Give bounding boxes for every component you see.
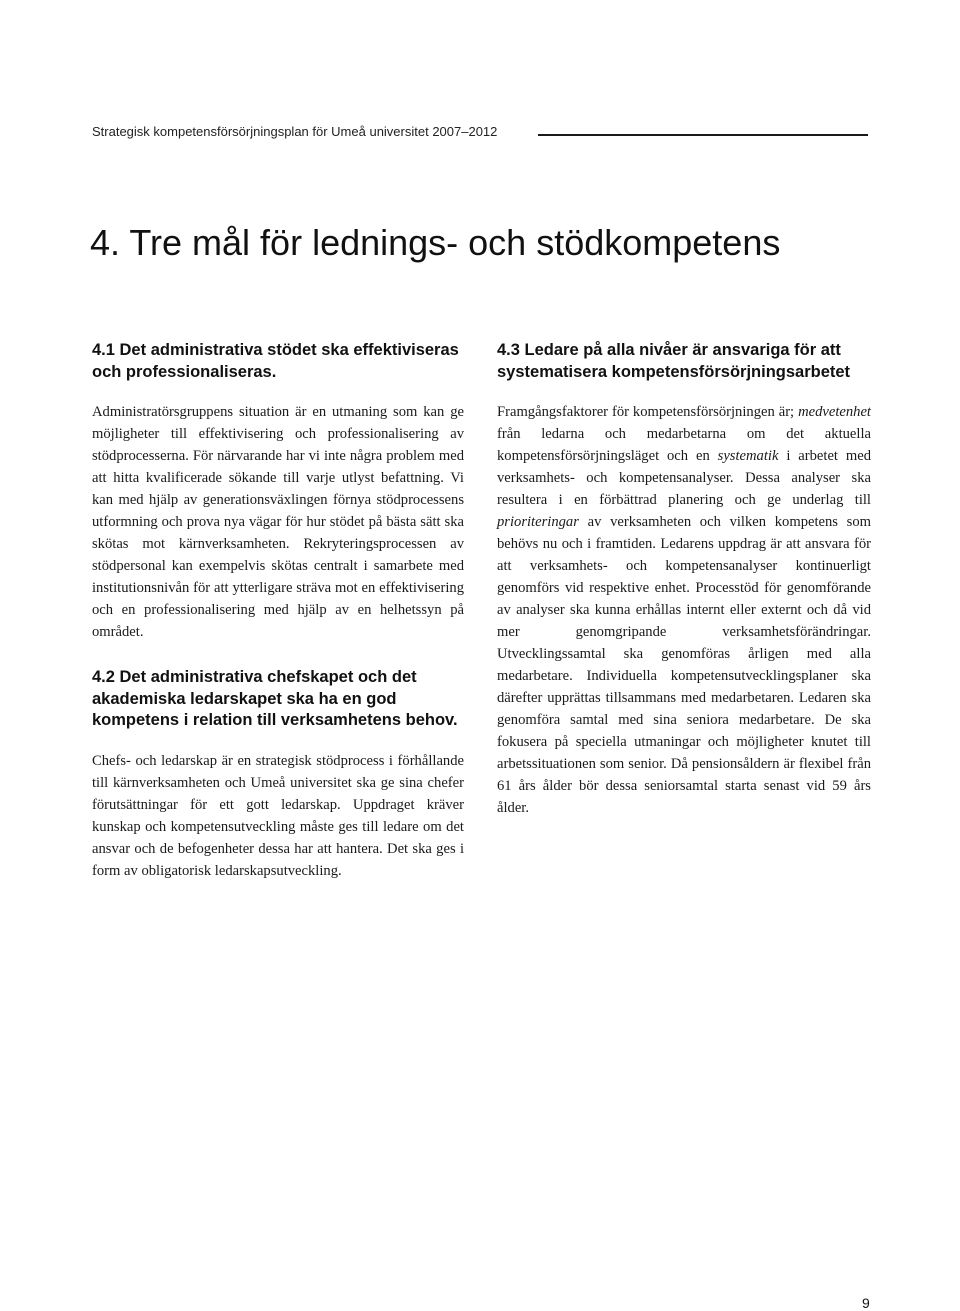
left-column xyxy=(92,340,464,882)
body-text: Framgångsfaktorer för kompetensförsörjningen är; xyxy=(497,404,799,420)
emphasis-medvetenhet: medvetenhet xyxy=(798,404,871,420)
section-4-2-heading: 4.2 Det administrativa chefskapet och det akademiska ledarskapet ska ha en god kompetens i relation till verksamhetens behov. xyxy=(92,668,458,729)
section-4-1-heading: 4.1 Det administrativa stödet ska effektiviseras och professionaliseras. xyxy=(92,341,459,381)
section-4-1-body: Administratörsgruppens situation är en utmaning som kan ge möjligheter till effektivisering och professionalisering av stödprocesserna. För närvarande har vi inte några problem med att hitta kvalificerade sökande till varje utlyst befattning. Vi kan med hjälp av generationsväxlingen förnya stödprocessens utformning och prova nya vägar för hur stödet på bästa sätt ska skötas mot kärnverksamheten. Rekryteringsprocessen av stödpersonal kan exempelvis skötas centralt i samarbete med institutionsnivån för att ytterligare sträva mot en effektivisering och en professionalisering med hjälp av en helhetssyn på området. xyxy=(92,404,464,640)
right-column xyxy=(497,340,871,819)
emphasis-prioriteringar: prioriteringar xyxy=(497,514,579,530)
body-text: i arbetet med verksamhets- och kompetensanalyser. Dessa analyser ska resultera i en förbättrad planering och ge underlag till xyxy=(497,448,871,508)
section-4-2-body: Chefs- och ledarskap är en strategisk stödprocess i förhållande till kärnverksamheten och Umeå universitet ska ge sina chefer förutsättningar för ett gott ledarskap. Uppdraget kräver kunskap och kompetensutveckling måste ges till ledare om det ansvar och de befogenheter dessa har att hantera. Det ska ges i form av obligatorisk ledarskapsutveckling. xyxy=(92,752,464,879)
section-4-3-heading: 4.3 Ledare på alla nivåer är ansvariga för att systematisera kompetensförsörjningsarbetet xyxy=(497,341,851,381)
body-text: från ledarna och medarbetarna om det aktuella kompetensförsörjningsläget och en xyxy=(497,426,871,464)
running-header: Strategisk kompetensförsörjningsplan för Umeå universitet 2007–2012 xyxy=(92,124,498,139)
header-rule xyxy=(538,134,868,136)
page-number: 9 xyxy=(862,1295,870,1311)
chapter-title: 4. Tre mål för lednings- och stödkompetens xyxy=(90,222,781,263)
body-text: av verksamheten och vilken kompetens som behövs nu och i framtiden. Ledarens uppdrag är att ansvara för att verksamhets- och kompetensanalyser kontinuerligt genomförs vid respektive enhet. Processtöd för genomförande av analyser ska kunna erhållas internt eller externt och då vid mer genomgripande verksamhetsförändringar. Utvecklingssamtal ska genomföras årligen med alla medarbetare. Individuella kompetensutvecklingsplaner ska därefter upprättas tillsammans med medarbetaren. Ledaren ska genomföra samtal med sina seniora medarbetare. De ska fokusera på speciella utmaningar och möjligheter knutet till arbetssituationen som senior. Då pensionsåldern är flexibel från 61 års ålder bör dessa seniorsamtal starta senast vid 59 års ålder. xyxy=(497,514,871,816)
emphasis-systematik: systematik xyxy=(717,448,779,464)
section-4-3-body xyxy=(497,401,871,819)
